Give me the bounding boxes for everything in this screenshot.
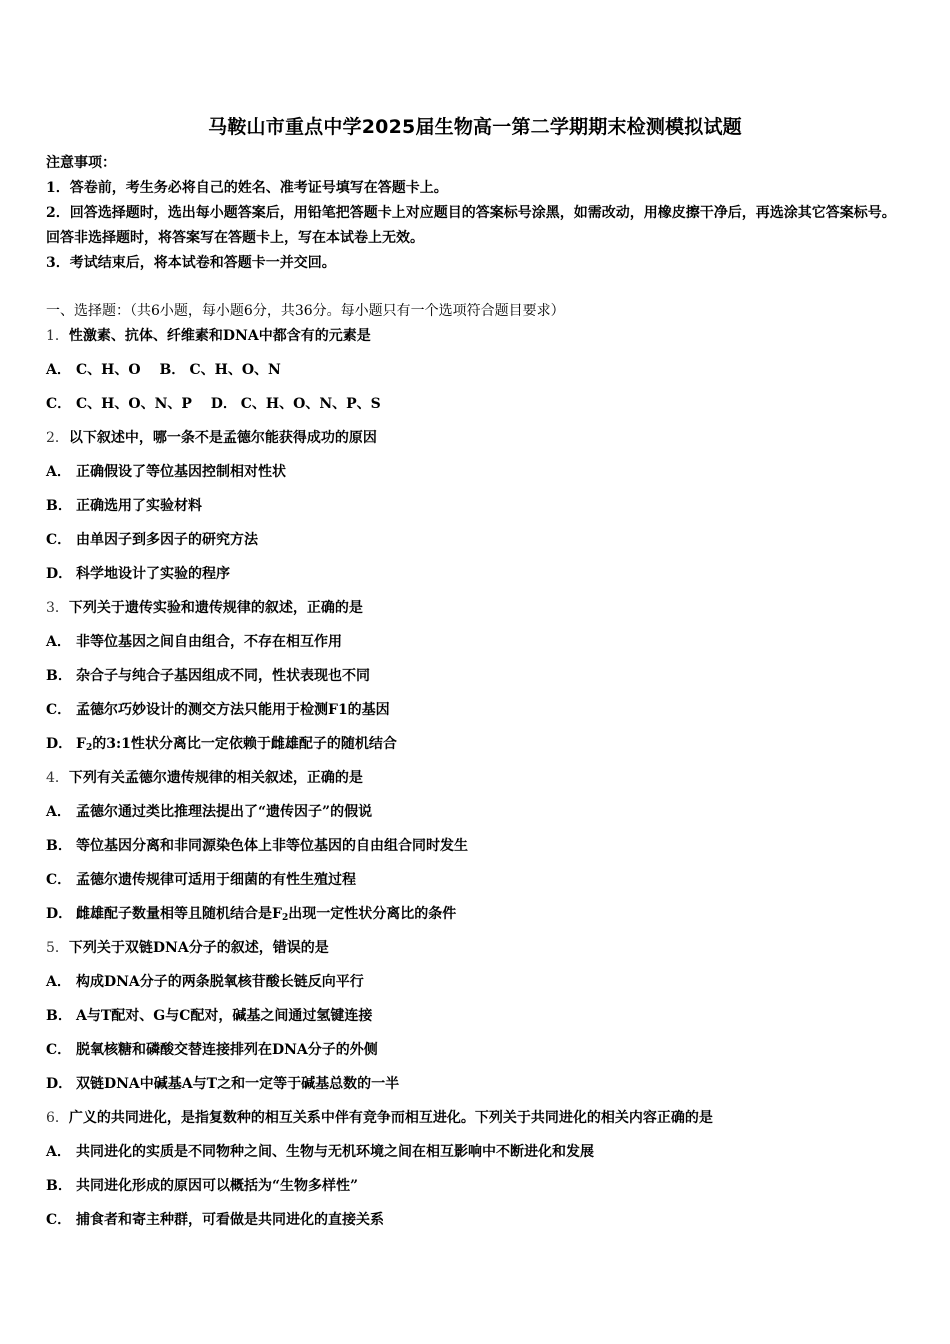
question-text: 下列关于双链DNA分子的叙述，错误的是 bbox=[68, 940, 329, 956]
question-number: 5． bbox=[46, 940, 69, 956]
notes-item: 1．答卷前，考生务必将自己的姓名、准考证号填写在答题卡上。 bbox=[46, 180, 448, 196]
notes-item: 2．回答选择题时，选出每小题答案后，用铅笔把答题卡上对应题目的答案标号涂黑，如需改动，用橡皮擦干净后，再选涂其它答案标号。回答非选择题时，将答案写在答题卡上，写在本试卷上无效。 bbox=[46, 205, 896, 246]
question-text: 以下叙述中，哪一条不是孟德尔能获得成功的原因 bbox=[68, 430, 377, 446]
question-1-stem bbox=[46, 323, 906, 357]
question-number: 2． bbox=[46, 430, 69, 446]
option-a[interactable]: A． C、H、O bbox=[46, 362, 141, 378]
option-b[interactable]: B． 正确选用了实验材料 bbox=[46, 498, 202, 514]
question-5-stem bbox=[46, 935, 906, 969]
option-c[interactable]: C． 孟德尔巧妙设计的测交方法只能用于检测F1的基因 bbox=[46, 702, 390, 718]
option-d[interactable]: D． 科学地设计了实验的程序 bbox=[46, 566, 230, 582]
option-a[interactable]: A． 共同进化的实质是不同物种之间、生物与无机环境之间在相互影响中不断进化和发展 bbox=[46, 1144, 594, 1160]
questions-list bbox=[46, 323, 906, 1241]
question-text: 广义的共同进化，是指复数种的相互关系中伴有竞争而相互进化。下列关于共同进化的相关内容正确的是 bbox=[68, 1110, 713, 1126]
question-number: 4． bbox=[46, 770, 69, 786]
option-c[interactable]: C． C、H、O、N、P bbox=[46, 396, 192, 412]
option-a[interactable]: A． 孟德尔通过类比推理法提出了“遗传因子”的假说 bbox=[46, 804, 373, 820]
question-6-stem bbox=[46, 1105, 906, 1139]
question-text: 下列关于遗传实验和遗传规律的叙述，正确的是 bbox=[68, 600, 363, 616]
option-a[interactable]: A． 构成DNA分子的两条脱氧核苷酸长链反向平行 bbox=[46, 974, 364, 990]
option-c[interactable]: C． 脱氧核糖和磷酸交替连接排列在DNA分子的外侧 bbox=[46, 1042, 378, 1058]
question-text: 性激素、抗体、纤维素和DNA中都含有的元素是 bbox=[68, 328, 371, 344]
question-number: 3． bbox=[46, 600, 69, 616]
option-a[interactable]: A． 非等位基因之间自由组合，不存在相互作用 bbox=[46, 634, 342, 650]
question-text: 下列有关孟德尔遗传规律的相关叙述，正确的是 bbox=[68, 770, 363, 786]
option-d[interactable]: D． 雌雄配子数量相等且随机结合是$F_2$出现一定性状分离比的条件 bbox=[46, 906, 457, 923]
option-c[interactable]: C． 孟德尔遗传规律可适用于细菌的有性生殖过程 bbox=[46, 872, 356, 888]
option-b[interactable]: B． 共同进化形成的原因可以概括为“生物多样性” bbox=[46, 1178, 359, 1194]
question-1-options-row-2 bbox=[46, 391, 906, 425]
page-title: 马鞍山市重点中学2025届生物高一第二学期期末检测模拟试题 bbox=[208, 116, 742, 138]
option-d[interactable]: D． $F_2$的3:1性状分离比一定依赖于雌雄配子的随机结合 bbox=[46, 736, 397, 753]
notes-heading: 注意事项： bbox=[46, 155, 116, 171]
question-1-options-row-1 bbox=[46, 357, 906, 391]
option-b[interactable]: B． 等位基因分离和非同源染色体上非等位基因的自由组合同时发生 bbox=[46, 838, 468, 854]
question-4-stem bbox=[46, 765, 906, 799]
question-number: 1． bbox=[46, 328, 69, 344]
question-2-stem bbox=[46, 425, 906, 459]
notes-item: 3．考试结束后，将本试卷和答题卡一并交回。 bbox=[46, 255, 336, 271]
question-3-stem bbox=[46, 595, 906, 629]
question-number: 6． bbox=[46, 1110, 69, 1126]
option-b[interactable]: B． 杂合子与纯合子基因组成不同，性状表现也不同 bbox=[46, 668, 370, 684]
section-heading: 一、选择题：（共6小题，每小题6分，共36分。每小题只有一个选项符合题目要求） bbox=[46, 303, 565, 319]
notes-block bbox=[46, 151, 906, 276]
option-d[interactable]: D． 双链DNA中碱基A与T之和一定等于碱基总数的一半 bbox=[46, 1076, 400, 1092]
option-a[interactable]: A． 正确假设了等位基因控制相对性状 bbox=[46, 464, 286, 480]
option-d[interactable]: D． C、H、O、N、P、S bbox=[210, 396, 381, 412]
option-b[interactable]: B． A与T配对、G与C配对，碱基之间通过氢键连接 bbox=[46, 1008, 373, 1024]
option-b[interactable]: B． C、H、O、N bbox=[159, 362, 281, 378]
option-c[interactable]: C． 捕食者和寄主种群，可看做是共同进化的直接关系 bbox=[46, 1212, 384, 1228]
option-c[interactable]: C． 由单因子到多因子的研究方法 bbox=[46, 532, 258, 548]
